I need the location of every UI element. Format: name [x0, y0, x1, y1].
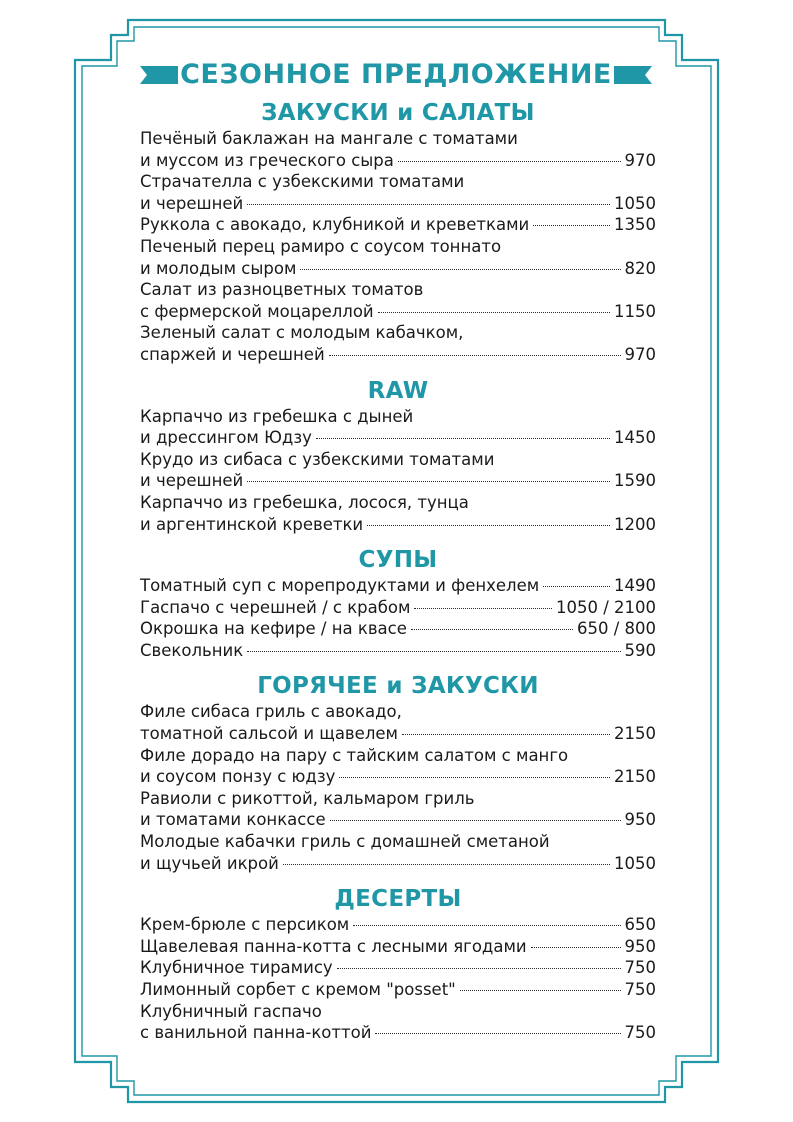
menu-item [140, 957, 656, 979]
dot-leader [367, 525, 610, 526]
item-price-row [140, 301, 656, 323]
item-name-line: Филе дорадо на пару с тайским салатом с манго [140, 745, 569, 765]
item-price-row [140, 979, 656, 1001]
menu-item [140, 171, 656, 214]
dot-leader [533, 225, 610, 226]
menu-item [140, 979, 656, 1001]
item-name-line: Печеный перец рамиро с соусом тоннато [140, 236, 502, 256]
menu-item [140, 492, 656, 535]
menu-section [140, 886, 656, 1044]
item-name: и аргентинской креветки [140, 514, 364, 534]
item-name: томатной сальсой и щавелем [140, 724, 398, 744]
dot-leader [543, 586, 610, 587]
item-price: 970 [624, 344, 656, 364]
item-name-line: Зеленый салат с молодым кабачком, [140, 323, 464, 343]
dot-leader [411, 629, 573, 630]
item-price: 1050 [614, 853, 656, 873]
item-name: спаржей и черешней [140, 344, 325, 364]
item-price: 1350 [614, 215, 656, 235]
menu-list [140, 100, 656, 1056]
dot-leader [247, 204, 610, 205]
item-price: 970 [624, 150, 656, 170]
item-price-row [140, 597, 656, 619]
item-name: Гаспачо с черешней / с крабом [140, 597, 411, 617]
item-name: с фермерской моцареллой [140, 301, 374, 321]
menu-item [140, 936, 656, 958]
item-price: 650 [624, 915, 656, 935]
item-price-row [140, 514, 656, 536]
item-price-row [140, 575, 656, 597]
item-price: 1450 [614, 428, 656, 448]
item-price-row [140, 809, 656, 831]
item-price-row [140, 936, 656, 958]
item-price-row [140, 766, 656, 788]
item-price: 650 / 800 [576, 619, 656, 639]
item-price-row [140, 723, 656, 745]
item-price: 1150 [614, 301, 656, 321]
dot-leader [402, 734, 610, 735]
item-price: 820 [624, 258, 656, 278]
menu-item [140, 322, 656, 365]
dot-leader [283, 864, 610, 865]
menu-item [140, 279, 656, 322]
item-price-row [140, 258, 656, 280]
item-name: Клубничное тирамису [140, 958, 333, 978]
section-title: ЗАКУСКИ и САЛАТЫ [261, 100, 535, 126]
section-title: ДЕСЕРТЫ [334, 886, 462, 913]
item-name: Свекольник [140, 640, 244, 660]
section-title: ГОРЯЧЕЕ и ЗАКУСКИ [257, 673, 539, 700]
item-name: и соусом понзу с юдзу [140, 767, 336, 787]
item-name-line: Клубничный гаспачо [140, 1001, 322, 1021]
item-name: с ванильной панна-коттой [140, 1023, 372, 1043]
dot-leader [378, 312, 610, 313]
menu-item [140, 618, 656, 640]
item-name: и дрессингом Юдзу [140, 428, 312, 448]
item-price: 750 [624, 958, 656, 978]
menu-item [140, 701, 656, 744]
item-price: 1590 [614, 471, 656, 491]
dot-leader [337, 968, 621, 969]
item-name: и черешней [140, 471, 244, 491]
menu-item [140, 406, 656, 449]
item-price: 1050 [614, 193, 656, 213]
item-name-line: Равиоли с рикоттой, кальмаром гриль [140, 788, 475, 808]
menu-item [140, 745, 656, 788]
item-price: 2150 [614, 767, 656, 787]
item-name-line: Печёный баклажан на мангале с томатами [140, 129, 518, 148]
dot-leader [300, 269, 620, 270]
menu-section [140, 100, 656, 366]
dot-leader [316, 438, 610, 439]
item-name: Щавелевая панна-котта с лесными ягодами [140, 936, 527, 956]
item-name: и муссом из греческого сыра [140, 150, 394, 170]
menu-item [140, 831, 656, 874]
item-price: 2150 [614, 724, 656, 744]
item-price-row [140, 344, 656, 366]
menu-item [140, 575, 656, 597]
dot-leader [329, 355, 621, 356]
dot-leader [247, 651, 620, 652]
menu-item [140, 597, 656, 619]
dot-leader [353, 925, 620, 926]
item-price-row [140, 957, 656, 979]
item-name: и черешней [140, 193, 244, 213]
menu-item [140, 128, 656, 171]
item-price: 1050 / 2100 [555, 597, 656, 617]
item-price: 750 [624, 1023, 656, 1043]
menu-item [140, 914, 656, 936]
item-price-row [140, 193, 656, 215]
item-name: Лимонный сорбет с кремом "posset" [140, 980, 456, 999]
item-price: 950 [624, 810, 656, 830]
item-price-row [140, 1022, 656, 1044]
menu-item [140, 236, 656, 279]
item-name: и щучьей икрой [140, 853, 279, 873]
item-name: и томатами конкассе [140, 810, 326, 830]
item-name-line: Страчателла с узбекскими томатами [140, 172, 465, 192]
item-name-line: Филе сибаса гриль с авокадо, [140, 702, 402, 722]
dot-leader [247, 481, 610, 482]
page-title: СЕЗОННОЕ ПРЕДЛОЖЕНИЕ [180, 59, 612, 90]
item-price: 590 [624, 640, 656, 660]
item-price-row [140, 214, 656, 236]
item-price-row [140, 470, 656, 492]
dot-leader [330, 820, 621, 821]
dot-leader [531, 947, 621, 948]
menu-section [140, 378, 656, 536]
item-price-row [140, 640, 656, 662]
item-price-row [140, 618, 656, 640]
item-name-line: Молодые кабачки гриль с домашней сметаной [140, 832, 550, 852]
item-name-line: Карпаччо из гребешка, лосося, тунца [140, 492, 469, 512]
item-price: 750 [624, 980, 656, 999]
item-price: 1200 [614, 514, 656, 534]
title-banner [140, 58, 652, 92]
menu-item [140, 1001, 656, 1044]
menu-section [140, 547, 656, 661]
dot-leader [414, 608, 551, 609]
section-title: RAW [367, 377, 429, 404]
menu-item [140, 788, 656, 831]
dot-leader [339, 777, 610, 778]
item-price: 1490 [614, 576, 656, 596]
dot-leader [460, 990, 621, 991]
item-price-row [140, 914, 656, 936]
item-name: Окрошка на кефире / на квасе [140, 619, 407, 639]
section-title: СУПЫ [358, 547, 438, 574]
menu-section [140, 673, 656, 874]
item-name-line: Карпаччо из гребешка с дыней [140, 406, 414, 426]
item-name-line: Салат из разноцветных томатов [140, 280, 424, 300]
menu-item [140, 640, 656, 662]
item-name-line: Крудо из сибаса с узбекскими томатами [140, 449, 495, 469]
item-name: и молодым сыром [140, 258, 297, 278]
dot-leader [398, 161, 621, 162]
item-name: Руккола с авокадо, клубникой и креветками [140, 215, 530, 235]
dot-leader [375, 1033, 620, 1034]
item-name: Томатный суп с морепродуктами и фенхелем [140, 576, 540, 596]
item-price-row [140, 150, 656, 172]
menu-item [140, 214, 656, 236]
item-price-row [140, 427, 656, 449]
item-price: 950 [624, 936, 656, 956]
item-name: Крем-брюле с персиком [140, 915, 350, 935]
menu-item [140, 449, 656, 492]
item-price-row [140, 853, 656, 875]
